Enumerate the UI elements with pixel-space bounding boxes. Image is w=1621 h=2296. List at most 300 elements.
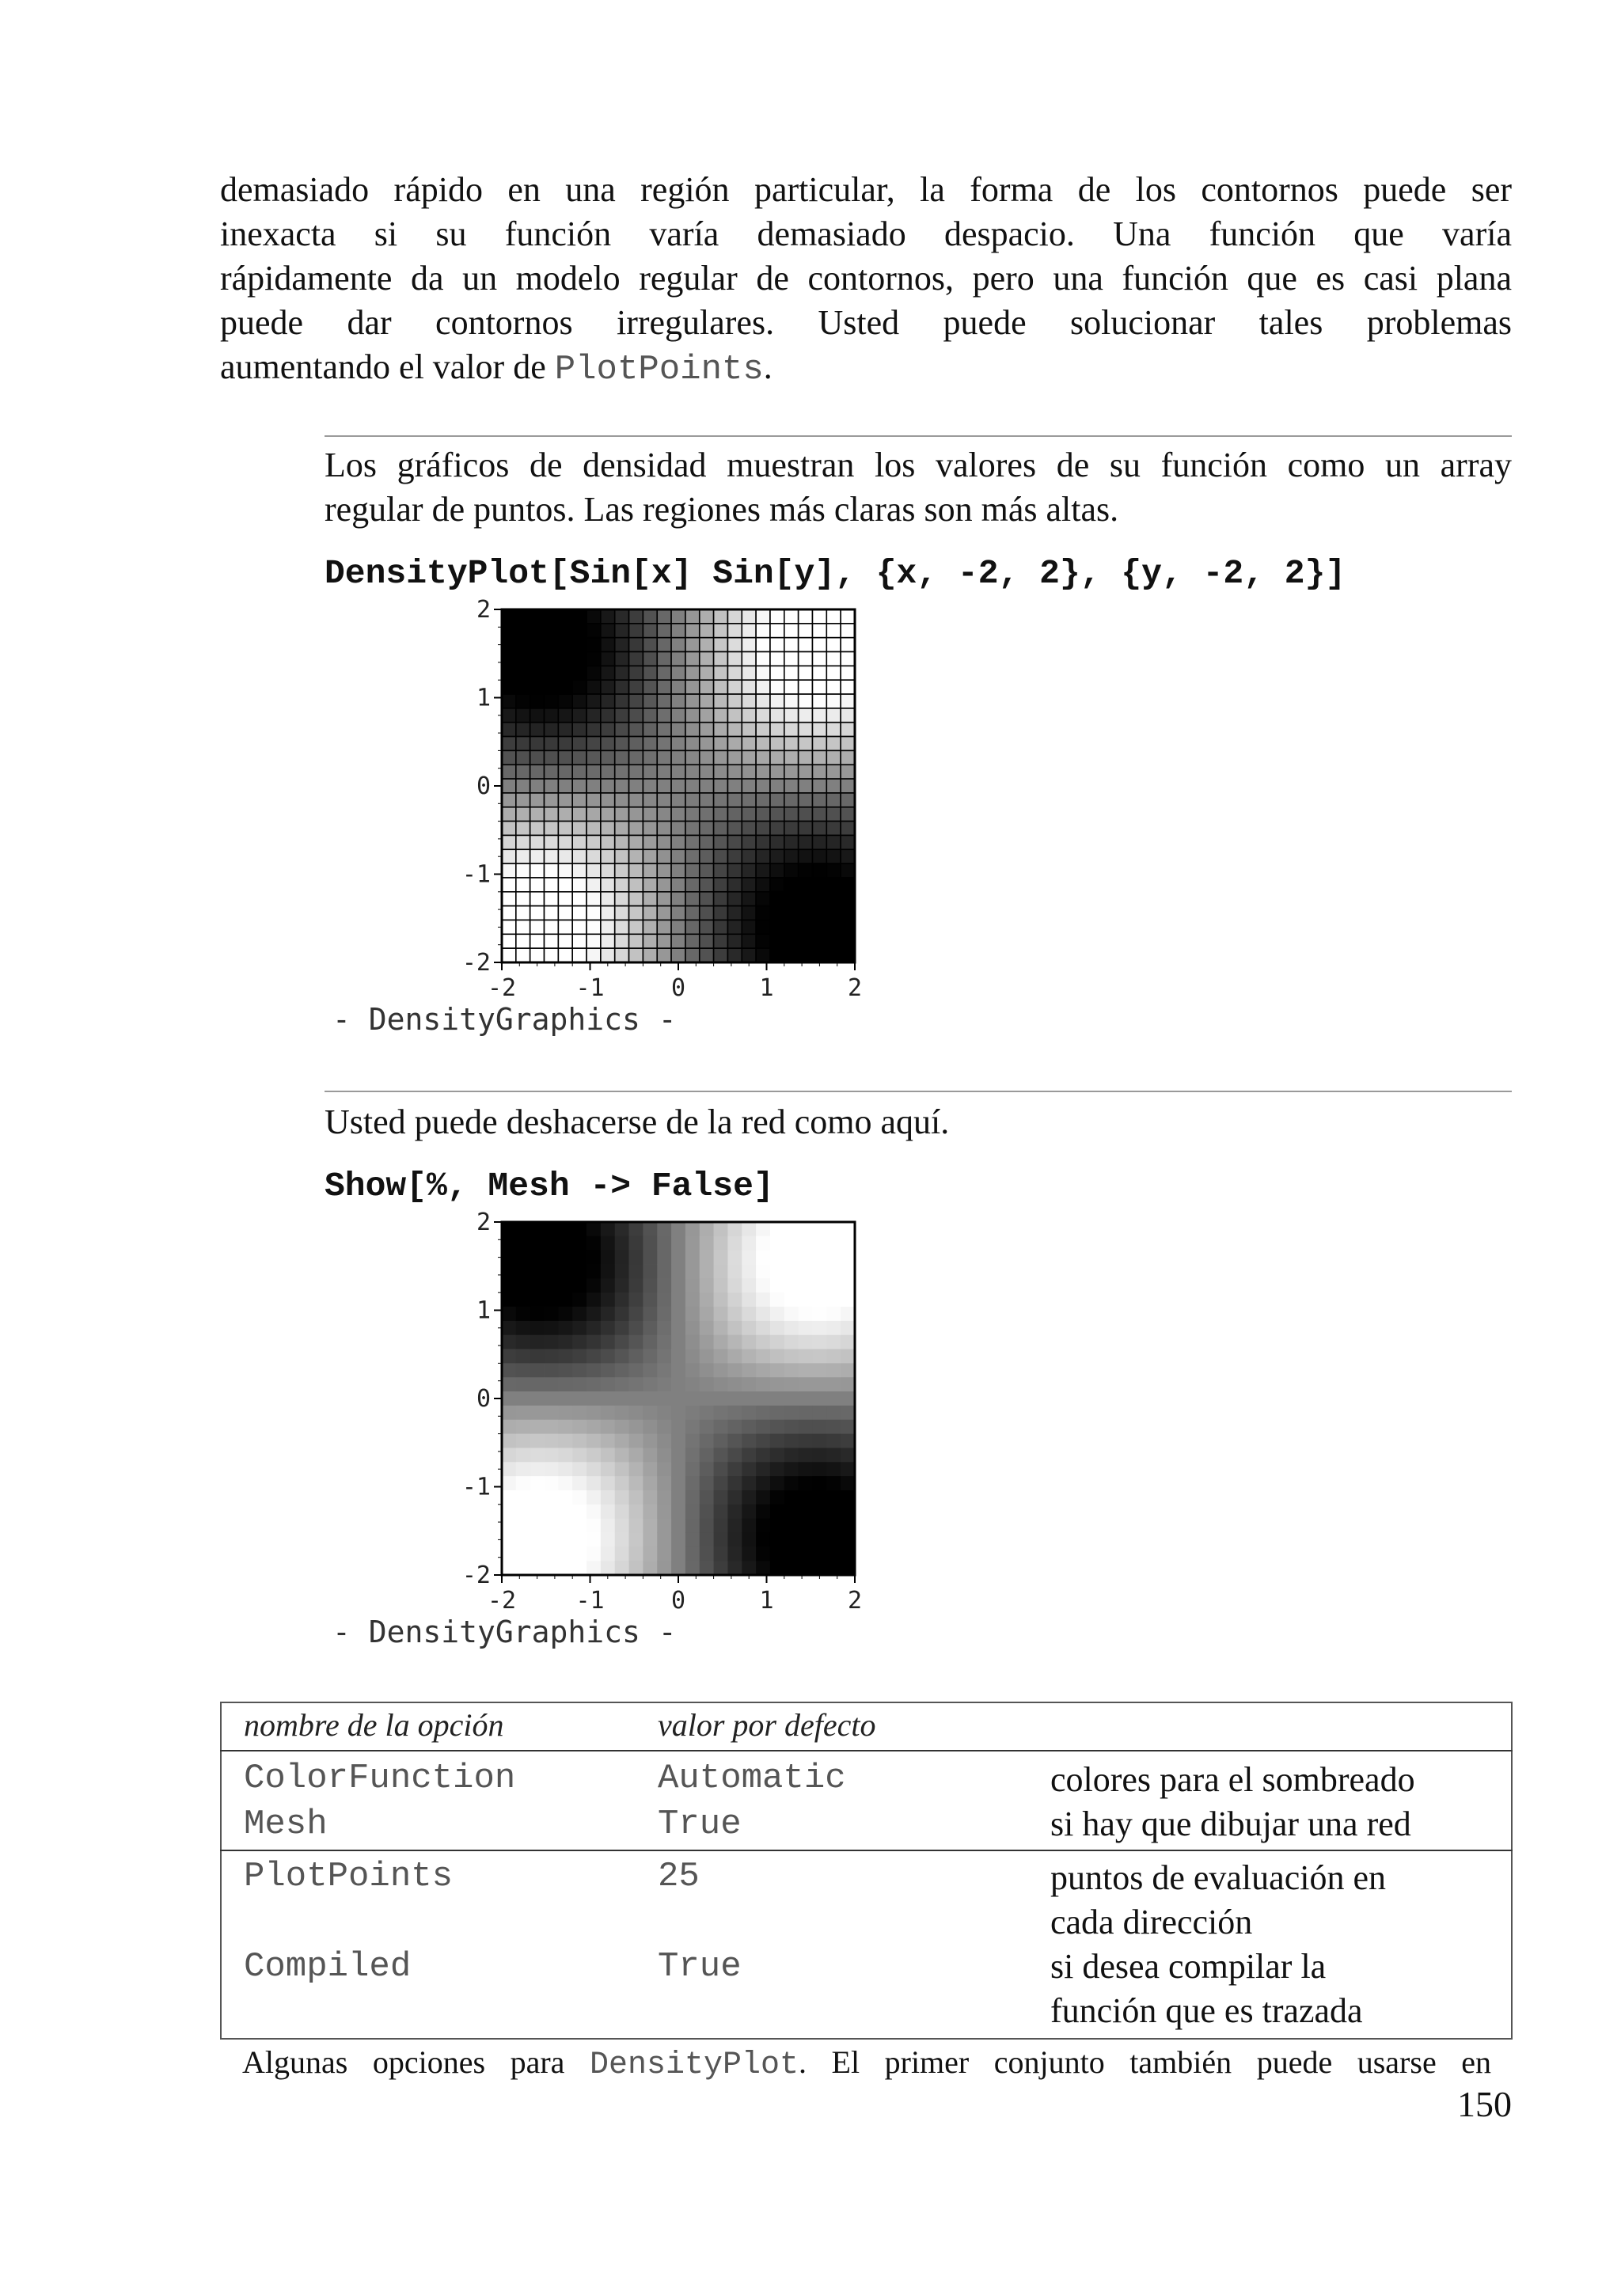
density-cell — [714, 1265, 728, 1279]
density-cell — [558, 934, 572, 948]
density-cell — [572, 1236, 587, 1250]
density-cell — [671, 1321, 685, 1335]
density-cell — [841, 1420, 855, 1434]
density-cell — [770, 849, 784, 863]
density-cell — [545, 666, 559, 680]
density-cell — [826, 934, 841, 948]
density-cell — [700, 1532, 714, 1546]
density-cell — [629, 849, 643, 863]
density-cell — [545, 1519, 559, 1533]
density-cell — [615, 934, 629, 948]
density-cell — [841, 849, 855, 863]
density-cell — [516, 1490, 530, 1505]
density-cell — [700, 765, 714, 779]
density-cell — [812, 1278, 826, 1292]
density-cell — [558, 822, 572, 836]
density-cell — [685, 1250, 700, 1265]
density-cell — [572, 750, 587, 765]
density-cell — [516, 666, 530, 680]
density-cell — [530, 1406, 545, 1420]
density-cell — [629, 835, 643, 849]
density-cell — [615, 1561, 629, 1575]
density-cell — [770, 892, 784, 906]
density-cell — [516, 1434, 530, 1448]
density-cell — [643, 1265, 657, 1279]
density-cell — [545, 1406, 559, 1420]
density-cell — [784, 1519, 799, 1533]
density-cell — [727, 1363, 742, 1377]
density-cell — [615, 723, 629, 737]
density-cell — [671, 1278, 685, 1292]
density-cell — [841, 1434, 855, 1448]
density-cell — [572, 1546, 587, 1561]
density-cell — [826, 1265, 841, 1279]
density-cell — [615, 708, 629, 723]
density-cell — [572, 652, 587, 666]
density-cell — [826, 878, 841, 892]
density-cell — [799, 1519, 813, 1533]
density-cell — [657, 1420, 671, 1434]
density-cell — [770, 723, 784, 737]
option-value: True — [658, 1805, 742, 1844]
density-cell — [756, 1546, 770, 1561]
density-cell — [587, 1505, 601, 1519]
density-cell — [685, 1519, 700, 1533]
density-cell — [643, 624, 657, 638]
density-cell — [545, 708, 559, 723]
density-cell — [756, 694, 770, 708]
density-cell — [826, 609, 841, 624]
density-cell — [685, 1476, 700, 1490]
density-cell — [587, 920, 601, 934]
density-cell — [799, 948, 813, 962]
density-cell — [770, 1391, 784, 1406]
density-cell — [601, 708, 615, 723]
show-input[interactable]: Show[%, Mesh -> False] — [325, 1167, 774, 1205]
density-cell — [685, 920, 700, 934]
density-cell — [530, 1546, 545, 1561]
density-cell — [587, 1532, 601, 1546]
density-cell — [799, 1561, 813, 1575]
density-cell — [784, 1250, 799, 1265]
option-desc-line: si desea compilar la — [1050, 1947, 1327, 1986]
density-cell — [812, 849, 826, 863]
density-cell — [742, 934, 756, 948]
density-cell — [685, 1532, 700, 1546]
density-cell — [685, 906, 700, 920]
density-cell — [714, 1278, 728, 1292]
density-cell — [558, 1546, 572, 1561]
density-cell — [502, 1561, 516, 1575]
density-cell — [826, 1250, 841, 1265]
density-cell — [558, 807, 572, 822]
density-cell — [671, 1265, 685, 1279]
density-cell — [812, 1307, 826, 1321]
density-cell — [516, 638, 530, 652]
density-cell — [601, 1532, 615, 1546]
density-cell — [629, 1406, 643, 1420]
density-cell — [572, 609, 587, 624]
density-cell — [671, 1307, 685, 1321]
density-cell — [502, 1278, 516, 1292]
density-cell — [587, 609, 601, 624]
density-cell — [714, 750, 728, 765]
density-cell — [629, 624, 643, 638]
density-cell — [784, 1278, 799, 1292]
density-cell — [601, 1434, 615, 1448]
density-cell — [657, 652, 671, 666]
density-cell — [812, 694, 826, 708]
density-cell — [545, 1307, 559, 1321]
density-cell — [770, 1519, 784, 1533]
density-cell — [826, 906, 841, 920]
density-cell — [685, 1406, 700, 1420]
density-cell — [629, 1265, 643, 1279]
density-cell — [516, 807, 530, 822]
density-cell — [657, 1278, 671, 1292]
density-cell — [812, 1448, 826, 1462]
density-cell — [657, 807, 671, 822]
density-cell — [685, 948, 700, 962]
density-cell — [714, 1236, 728, 1250]
density-cell — [812, 708, 826, 723]
density-cell — [742, 1363, 756, 1377]
density-cell — [799, 934, 813, 948]
density-cell — [770, 1250, 784, 1265]
density-cell — [629, 666, 643, 680]
density-cell — [587, 835, 601, 849]
density-cell — [516, 708, 530, 723]
density-cell — [502, 1265, 516, 1279]
density-cell — [770, 1278, 784, 1292]
cell-divider — [325, 435, 1512, 437]
density-cell — [615, 1321, 629, 1335]
density-cell — [657, 1349, 671, 1364]
density-cell — [671, 849, 685, 863]
density-cell — [812, 793, 826, 807]
density-cell — [545, 779, 559, 793]
density-cell — [799, 1546, 813, 1561]
density-cell — [601, 1377, 615, 1391]
density-cell — [545, 807, 559, 822]
density-cell — [770, 822, 784, 836]
density-cell — [770, 750, 784, 765]
density-cell — [545, 750, 559, 765]
density-cell — [826, 1519, 841, 1533]
table-row — [221, 1945, 1512, 2039]
density-cell — [714, 652, 728, 666]
density-cell — [826, 1222, 841, 1236]
density-cell — [545, 1292, 559, 1307]
density-cell — [727, 1321, 742, 1335]
density-cell — [841, 1278, 855, 1292]
density-cell — [502, 1406, 516, 1420]
density-cell — [572, 779, 587, 793]
density-cell — [643, 1292, 657, 1307]
density-cell — [826, 1307, 841, 1321]
density-cell — [657, 1490, 671, 1505]
density-cell — [629, 892, 643, 906]
density-cell — [756, 680, 770, 694]
density-cell — [629, 1349, 643, 1364]
density-cell — [615, 793, 629, 807]
density-cell — [516, 723, 530, 737]
density-cell — [530, 1307, 545, 1321]
density-cell — [516, 892, 530, 906]
density-cell — [615, 1519, 629, 1533]
density-cell — [799, 638, 813, 652]
density-cell — [587, 1265, 601, 1279]
density-cell — [502, 906, 516, 920]
density-cell — [530, 1532, 545, 1546]
density-cell — [742, 1546, 756, 1561]
density-cell — [629, 1222, 643, 1236]
density-cell — [629, 878, 643, 892]
density-cell — [615, 1349, 629, 1364]
density-cell — [770, 694, 784, 708]
density-cell — [671, 750, 685, 765]
density-cell — [530, 1321, 545, 1335]
densityplot-input[interactable]: DensityPlot[Sin[x] Sin[y], {x, -2, 2}, {y, -2, 2}] — [325, 554, 1346, 593]
density-cell — [770, 835, 784, 849]
density-cell — [587, 878, 601, 892]
density-cell — [671, 680, 685, 694]
density-cell — [502, 920, 516, 934]
caption-text: . El primer conjunto también puede usarse en — [799, 2044, 1491, 2080]
density-cell — [742, 1532, 756, 1546]
density-cell — [685, 680, 700, 694]
density-cell — [629, 737, 643, 751]
density-cell — [516, 1250, 530, 1265]
density-cell — [530, 708, 545, 723]
density-cell — [615, 1222, 629, 1236]
density-cell — [700, 779, 714, 793]
density-cell — [671, 1420, 685, 1434]
density-cell — [685, 835, 700, 849]
density-cell — [700, 793, 714, 807]
density-cell — [770, 638, 784, 652]
density-cell — [587, 680, 601, 694]
density-cell — [615, 1462, 629, 1476]
density-cell — [714, 638, 728, 652]
density-cell — [826, 737, 841, 751]
density-cell — [587, 822, 601, 836]
density-cell — [826, 1434, 841, 1448]
density-cell — [615, 1476, 629, 1490]
density-cell — [601, 723, 615, 737]
density-cell — [572, 1434, 587, 1448]
density-cell — [784, 1349, 799, 1364]
density-cell — [545, 1420, 559, 1434]
density-cell — [629, 1519, 643, 1533]
density-cell — [727, 1546, 742, 1561]
density-cell — [629, 1434, 643, 1448]
density-cell — [643, 1335, 657, 1349]
density-cell — [643, 680, 657, 694]
density-cell — [587, 1236, 601, 1250]
density-cell — [727, 1349, 742, 1364]
caption-code: DensityPlot — [589, 2047, 799, 2083]
density-cell — [756, 863, 770, 878]
density-cell — [657, 666, 671, 680]
density-cell — [714, 765, 728, 779]
density-cell — [587, 1222, 601, 1236]
density-cell — [601, 680, 615, 694]
density-cell — [826, 680, 841, 694]
density-cell — [727, 694, 742, 708]
density-cell — [530, 1236, 545, 1250]
density-cell — [587, 892, 601, 906]
density-cell — [770, 934, 784, 948]
density-cell — [629, 1250, 643, 1265]
density-cell — [671, 906, 685, 920]
density-cell — [812, 906, 826, 920]
density-cell — [756, 1434, 770, 1448]
density-cell — [756, 638, 770, 652]
density-cell — [545, 1546, 559, 1561]
density-cell — [826, 638, 841, 652]
density-cell — [841, 822, 855, 836]
density-cell — [700, 822, 714, 836]
density-cell — [502, 948, 516, 962]
density-cell — [657, 1265, 671, 1279]
density-cell — [826, 666, 841, 680]
density-cell — [770, 1307, 784, 1321]
density-cell — [700, 680, 714, 694]
density-cell — [572, 1476, 587, 1490]
density-cell — [841, 1222, 855, 1236]
density-cell — [545, 1377, 559, 1391]
density-cell — [700, 1519, 714, 1533]
density-cell — [742, 723, 756, 737]
density-cell — [601, 920, 615, 934]
density-cell — [826, 793, 841, 807]
density-cell — [601, 1448, 615, 1462]
options-table — [220, 1702, 1513, 2040]
density-cell — [545, 822, 559, 836]
density-cell — [558, 1519, 572, 1533]
density-cell — [558, 1363, 572, 1377]
density-cell — [629, 1321, 643, 1335]
option-desc-line: función que es trazada — [1050, 1991, 1363, 2030]
density-cell — [784, 1490, 799, 1505]
density-cell — [770, 1490, 784, 1505]
density-cell — [643, 1434, 657, 1448]
density-cell — [826, 1377, 841, 1391]
density-cell — [545, 737, 559, 751]
density-cell — [826, 652, 841, 666]
density-cell — [784, 1476, 799, 1490]
density-cell — [516, 1519, 530, 1533]
density-cell — [558, 849, 572, 863]
density-cell — [615, 1406, 629, 1420]
density-cell — [516, 1222, 530, 1236]
density-cell — [742, 1278, 756, 1292]
density-cell — [558, 1532, 572, 1546]
density-cell — [812, 948, 826, 962]
density-cell — [756, 652, 770, 666]
density-cell — [799, 694, 813, 708]
density-cell — [502, 892, 516, 906]
density-cell — [714, 1546, 728, 1561]
density-cell — [784, 892, 799, 906]
density-cell — [530, 1420, 545, 1434]
density-cell — [812, 822, 826, 836]
density-cell — [841, 1490, 855, 1505]
y-tick-label: 1 — [476, 684, 491, 712]
table-row — [221, 1751, 1512, 1802]
density-cell — [812, 807, 826, 822]
density-cell — [812, 1335, 826, 1349]
density-cell — [671, 934, 685, 948]
density-cell — [742, 822, 756, 836]
density-cell — [700, 1321, 714, 1335]
density-cell — [502, 666, 516, 680]
density-cell — [643, 750, 657, 765]
density-cell — [615, 750, 629, 765]
density-cell — [727, 1561, 742, 1575]
density-cell — [727, 624, 742, 638]
density-cell — [756, 878, 770, 892]
density-cell — [826, 1391, 841, 1406]
density-cell — [727, 1420, 742, 1434]
density-cell — [826, 1546, 841, 1561]
density-cell — [601, 1391, 615, 1406]
density-cell — [700, 750, 714, 765]
density-cell — [770, 708, 784, 723]
density-cell — [742, 1307, 756, 1321]
density-cell — [799, 1476, 813, 1490]
density-cell — [714, 1434, 728, 1448]
density-cell — [742, 835, 756, 849]
density-cell — [587, 1561, 601, 1575]
density-cell — [756, 1519, 770, 1533]
density-cell — [545, 920, 559, 934]
density-cell — [727, 609, 742, 624]
density-cell — [545, 638, 559, 652]
density-cell — [826, 723, 841, 737]
density-cell — [643, 1476, 657, 1490]
density-cell — [700, 1250, 714, 1265]
density-cell — [700, 652, 714, 666]
density-cell — [671, 835, 685, 849]
density-cell — [784, 737, 799, 751]
density-cell — [700, 737, 714, 751]
density-cell — [615, 822, 629, 836]
density-cell — [784, 1265, 799, 1279]
density-cell — [700, 624, 714, 638]
density-cell — [714, 1391, 728, 1406]
density-cell — [572, 1519, 587, 1533]
density-cell — [685, 1349, 700, 1364]
density-cell — [770, 1349, 784, 1364]
density-cell — [657, 822, 671, 836]
density-cell — [770, 1505, 784, 1519]
density-cell — [601, 1265, 615, 1279]
density-cell — [841, 1321, 855, 1335]
density-cell — [657, 609, 671, 624]
density-cell — [714, 878, 728, 892]
density-cell — [530, 1335, 545, 1349]
density-cell — [841, 807, 855, 822]
density-cell — [545, 1321, 559, 1335]
density-cell — [516, 835, 530, 849]
density-cell — [812, 1265, 826, 1279]
density-cell — [700, 849, 714, 863]
density-cell — [784, 694, 799, 708]
density-cell — [756, 892, 770, 906]
density-cell — [502, 1391, 516, 1406]
